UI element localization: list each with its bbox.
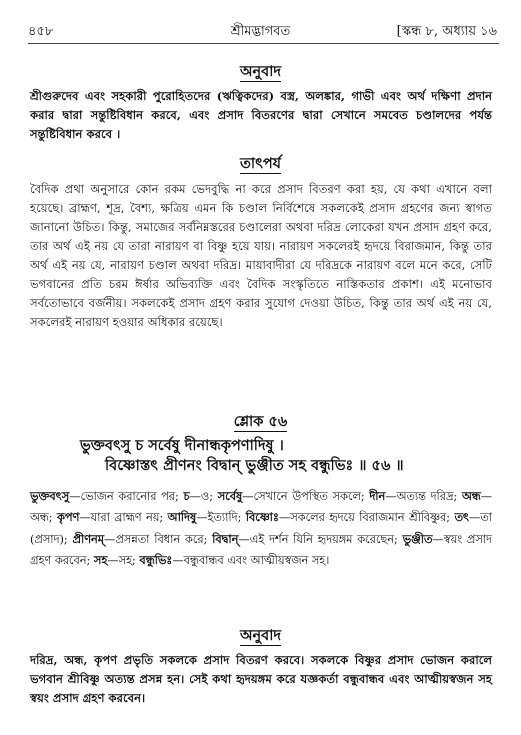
synonym-word: বিষ্ণোঃ [245,510,279,525]
synonym-word: সর্বেষু [217,489,243,503]
verse-heading: শ্লোক ৫৬ [233,413,288,430]
header-rule [28,43,499,44]
page-header [24,22,497,42]
synonym-word: বিদ্বান্ [212,531,239,546]
synonym-word: অন্ধ [461,489,481,503]
translation-text: শ্রীগুরুদেব এবং সহকারী পুরোহিতদের (ঋত্বিকদের) বস্ত্র, অলঙ্কার, গাভী এবং অর্থ দক্ষিণা প্রদান করার দ্বারা সন্তুষ্টিবিধান করবে, এবং প্রসাদ বিতরণের দ্বারা সেখানে সমবেত চণ্ডালদের পর্যন্ত সন্তুষ্টিবিধান করবে । [30,89,492,141]
book-title: শ্রীমদ্ভাগবত [230,24,291,39]
page-number: ৪৫৮ [28,24,54,39]
synonym-word: বন্ধুভিঃ [139,552,173,567]
synonym-meaning: —প্রসন্নতা বিধান করে; [104,532,213,546]
purport-text: বৈদিক প্রথা অনুসারে কোন রকম ভেদবুদ্ধি না করে প্রসাদ বিতরণ করা হয়, যে কথা এখানে বলা হয়েছে। ব্রাহ্মণ, শূদ্র, বৈশ্য, ক্ষত্রিয় এমন কি চণ্ডাল নির্বিশেষে সকলকেই প্রসাদ গ্রহণের জন্য স্বাগত জানানো উচিত। কিন্তু, সমাজের সর্বনিম্নস্তরের চণ্ডালেরা অথবা দরিদ্র লোকেরা যখন প্রসাদ গ্রহণ করে, তার অর্থ এই নয় যে তারা নারায়ণ বা বিষ্ণু হয়ে যায়। নারায়ণ সকলেরই হৃদয়ে বিরাজমান, কিন্তু তার অর্থ এই নয় যে, নারায়ণ চণ্ডাল অথবা দরিদ্র। মায়াবাদীরা যে দরিদ্রকে নারায়ণ বলে মনে করে, সেটি ভগবানের প্রতি চরম ঈর্ষার অভিব্যক্তি এবং বৈদিক সংস্কৃতিতে নাস্তিকতার প্রকাশ। এই মনোভাব সর্বতোভাবে বর্জনীয়। সকলকেই প্রসাদ গ্রহণ করার সুযোগ দেওয়া উচিত, কিন্তু তার অর্থ এই নয় যে, সকলেরই নারায়ণ হওয়ার অধিকার রয়েছে। [30,182,492,329]
synonym-word: চ [183,489,190,503]
translation-heading: অনুবাদ [239,63,282,80]
synonym-meaning: —এই দর্শন যিনি হৃদয়ঙ্গম করেছেন; [238,532,403,546]
section-reference: [স্কন্ধ ৮, অধ্যায় ১৬ [396,24,497,39]
synonym-word: প্রীণনম্ [72,531,105,546]
synonym-meaning: —ইত্যাদি; [196,511,246,525]
synonym-word: ভুক্তবৎসু [30,489,70,503]
synonym-word: কৃপণ [56,510,80,525]
synonym-meaning: —অন্ধ; [30,490,492,525]
synonym-meaning: —ভোজন করানোর পর; [69,490,184,503]
synonym-word: আদিষু [167,510,197,525]
synonym-meaning: —বন্ধুবান্ধব এবং আত্মীয়স্বজন সহ। [172,553,330,567]
synonym-word: ভুঞ্জীত [402,531,433,546]
verse-line-2: বিষ্ণোস্তৎ প্রীণনং বিদ্বান্‌ ভুঞ্জীত সহ বন্ধুভিঃ ॥ ৫৬ ॥ [105,457,404,474]
synonym-word: সহ [93,552,108,567]
synonym-meaning: —ও; [189,490,218,503]
synonym-meaning: —সকলের হৃদয়ে বিরাজমান শ্রীবিষ্ণুর; [278,511,455,525]
verse-line-1: ভুক্তবৎসু চ সর্বেষু দীনান্ধকৃপণাদিষু । [80,437,284,454]
verse-text [40,436,490,476]
synonyms-block [30,486,492,571]
translation-2-heading: অনুবাদ [239,627,282,644]
translation-2-text: দরিদ্র, অন্ধ, কৃপণ প্রভৃতি সকলকে প্রসাদ বিতরণ করবে। সকলকে বিষ্ণুর প্রসাদ ভোজন করালে ভগবান শ্রীবিষ্ণু অত্যন্ত প্রসন্ন হন। সেই কথা হৃদয়ঙ্গম করে যজ্ঞকর্তা বন্ধুবান্ধব এবং আত্মীয়স্বজন সহ স্বয়ং প্রসাদ গ্রহণ করবেন। [30,653,492,705]
purport-heading: তাৎপর্য [239,155,282,172]
synonym-meaning: —তা (প্রসাদ); [30,511,493,546]
synonym-meaning: —স্বয়ং প্রসাদ গ্রহণ করবেন; [30,532,492,567]
synonym-word: দীন [369,489,386,503]
synonym-meaning: —যারা ব্রাহ্মণ নয়; [79,511,168,525]
synonym-meaning: —সেখানে উপস্থিত সকলে; [242,490,370,503]
synonym-meaning: —অত্যন্ত দরিদ্র; [385,490,462,503]
synonym-meaning: —সহ; [107,553,140,567]
synonym-word: তৎ [454,510,469,525]
